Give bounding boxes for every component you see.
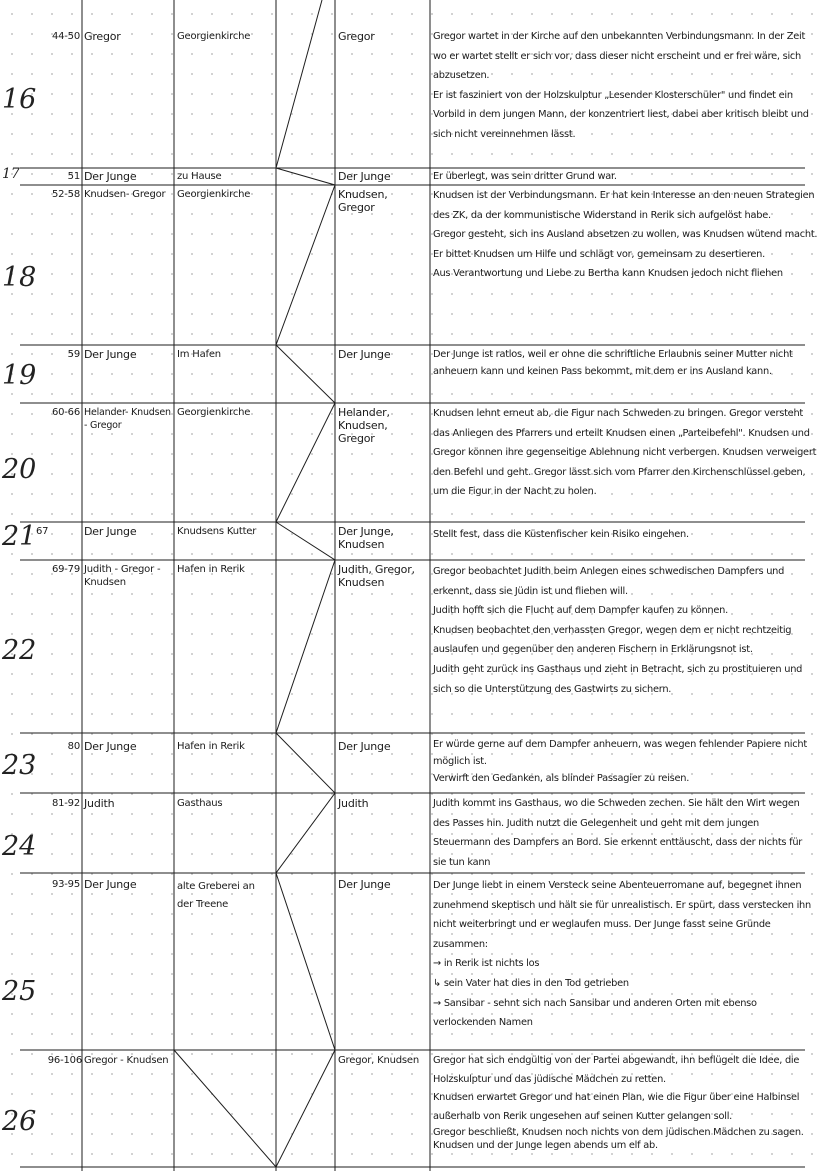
summary-paragraph: Verwirft den Gedanken, als blinder Passagier zu reisen. bbox=[433, 773, 690, 784]
row-number: 20 bbox=[2, 454, 37, 485]
summary-paragraph: Knudsen ist der Verbindungsmann. Er hat kein Interesse an den neuen Strategien des ZK, da der kommunistische Widerstand in Rerik sich aufgelöst habe. bbox=[433, 190, 815, 221]
location: Im Hafen bbox=[177, 349, 221, 360]
summary bbox=[433, 876, 818, 1033]
page-range: 59 bbox=[67, 349, 80, 360]
row-number: 18 bbox=[2, 262, 37, 293]
location: alte Greberei an der Treene bbox=[177, 881, 255, 910]
summary-paragraph: Er ist fasziniert von der Holzskulptur „Lesender Klosterschüler" und findet ein Vorbild in dem jungen Mann, der konzentriert liest, dabei aber kritisch bleibt und sich nicht vereinnehmen lässt. bbox=[433, 89, 809, 140]
characters-repeat: Der Junge, Knudsen bbox=[338, 525, 394, 551]
row-number: 22 bbox=[2, 635, 37, 666]
summary-paragraph: Gregor gesteht, sich ins Ausland absetzen zu wollen, was Knudsen wütend macht. Er bittet Knudsen um Hilfe und schlägt vor, gemeinsam zu desertieren. bbox=[433, 229, 818, 260]
characters-repeat: Der Junge bbox=[338, 740, 391, 753]
summary-bullet: ↳ sein Vater hat dies in den Tod getrieben bbox=[433, 977, 629, 989]
summary-paragraph: Judith hofft sich die Flucht auf dem Dampfer kaufen zu können. bbox=[433, 605, 728, 617]
summary-bullet: → Sansibar - sehnt sich nach Sansibar und anderen Orten mit ebenso verlockenden Namen bbox=[433, 997, 757, 1029]
summary-bullet: → in Rerik ist nichts los bbox=[433, 958, 540, 970]
page-range: 81-92 bbox=[51, 798, 80, 809]
characters-repeat: Gregor, Knudsen bbox=[338, 1055, 420, 1066]
row-number: 21 bbox=[2, 521, 37, 552]
location: Gasthaus bbox=[177, 798, 223, 809]
row-number: 16 bbox=[2, 84, 37, 115]
summary bbox=[433, 170, 818, 184]
characters: Gregor bbox=[84, 30, 121, 43]
summary-paragraph: Stellt fest, dass die Küstenfischer kein Risiko eingehen. bbox=[433, 529, 689, 540]
summary-paragraph: Gregor beschließt, Knudsen noch nichts von dem jüdischen Mädchen zu sagen. Knudsen und der Junge legen abends um elf ab. bbox=[433, 1127, 804, 1151]
characters-repeat: Judith bbox=[338, 797, 369, 810]
summary-paragraph: Judith kommt ins Gasthaus, wo die Schweden zechen. Sie hält den Wirt wegen des Passes hin. Judith nutzt die Gelegenheit und geht mit dem jungen Steuermann des Dampfers an Bord. Sie erkennt enttäuscht, dass der nichts für sie tun kann bbox=[433, 798, 803, 868]
summary-paragraph: Gregor beobachtet Judith beim Anlegen eines schwedischen Dampfers und erkennt, dass sie Jüdin ist und fliehen will. bbox=[433, 566, 785, 597]
summary bbox=[433, 562, 818, 699]
summary-paragraph: Der Junge liebt in einem Versteck seine Abenteuerromane auf, begegnet ihnen zunehmend skeptisch und hält sie für unrealistisch. Er spürt, dass verstecken ihn nicht weiterbringt und er weglaufen muss. Der Junge fasst seine Gründe zusammen: bbox=[433, 880, 811, 950]
page-range: 67 bbox=[36, 526, 49, 537]
summary bbox=[433, 186, 818, 284]
characters: Der Junge bbox=[84, 348, 137, 361]
page-range: 52-58 bbox=[51, 189, 80, 200]
summary-paragraph: Knudsen beobachtet den verhassten Gregor, wegen dem er nicht rechtzeitig auslaufen und gegenüber den anderen Fischern in Erklärungsnot ist. bbox=[433, 624, 792, 656]
summary bbox=[433, 736, 818, 787]
characters: Knudsen- Gregor bbox=[84, 189, 166, 200]
characters-repeat: Judith, Gregor, Knudsen bbox=[338, 563, 415, 589]
page-range: 93-95 bbox=[51, 879, 80, 890]
page-range: 80 bbox=[67, 741, 80, 752]
characters-repeat: Der Junge bbox=[338, 878, 391, 891]
summary bbox=[433, 404, 818, 502]
location: Hafen in Rerik bbox=[177, 564, 245, 575]
location: Knudsens Kutter bbox=[177, 526, 257, 537]
characters: Judith bbox=[84, 797, 115, 810]
summary-paragraph: Aus Verantwortung und Liebe zu Bertha kann Knudsen jedoch nicht fliehen bbox=[433, 268, 783, 280]
location: zu Hause bbox=[177, 171, 222, 182]
summary bbox=[433, 525, 818, 545]
summary bbox=[433, 27, 818, 145]
characters: Judith - Gregor - Knudsen bbox=[84, 564, 161, 588]
row-number: 26 bbox=[2, 1106, 37, 1137]
row-number: 25 bbox=[2, 976, 37, 1007]
location: Georgienkirche bbox=[177, 407, 251, 418]
summary bbox=[433, 1052, 818, 1152]
characters-repeat: Der Junge bbox=[338, 348, 391, 361]
characters: Der Junge bbox=[84, 170, 137, 183]
summary-paragraph: Er überlegt, was sein dritter Grund war. bbox=[433, 171, 617, 182]
location: Georgienkirche bbox=[177, 31, 251, 42]
characters-repeat: Helander, Knudsen, Gregor bbox=[338, 406, 390, 445]
characters: Gregor - Knudsen bbox=[84, 1055, 169, 1066]
characters: Der Junge bbox=[84, 740, 137, 753]
summary-paragraph: Knudsen erwartet Gregor und hat einen Plan, wie die Figur über eine Halbinsel außerhalb von Rerik ungesehen auf seinen Kutter gelangen soll. bbox=[433, 1092, 800, 1122]
page-range: 96-106 bbox=[47, 1055, 82, 1066]
summary-paragraph: Er würde gerne auf dem Dampfer anheuern, was wegen fehlender Papiere nicht möglich ist. bbox=[433, 739, 807, 767]
characters: Der Junge bbox=[84, 525, 137, 538]
summary-paragraph: Der Junge ist ratlos, weil er ohne die schriftliche Erlaubnis seiner Mutter nicht anheuern kann und keinen Pass bekommt, mit dem er ins Ausland kann. bbox=[433, 349, 793, 377]
summary-paragraph: Knudsen lehnt erneut ab, die Figur nach Schweden zu bringen. Gregor versteht das Anliegen des Pfarrers und erteilt Knudsen einen „Parteibefehl". Knudsen und Gregor können ihre gegenseitige Ablehnung nicht verbergen. Knudsen verweigert den Befehl und geht. Gregor lässt sich vom Pfarrer den Kirchenschlüssel geben, um die Figur in der Nacht zu holen. bbox=[433, 408, 817, 498]
page-range: 51 bbox=[67, 171, 80, 182]
characters-repeat: Knudsen, Gregor bbox=[338, 188, 388, 214]
summary bbox=[433, 346, 818, 380]
summary-paragraph: Judith geht zurück ins Gasthaus und zieht in Betracht, sich zu prostituieren und sich so die Unterstützung des Gastwirts zu sichern. bbox=[433, 663, 803, 695]
page-range: 60-66 bbox=[51, 407, 80, 418]
row-number: 19 bbox=[2, 360, 37, 391]
characters-repeat: Gregor bbox=[338, 30, 375, 43]
summary bbox=[433, 794, 818, 872]
location: Hafen in Rerik bbox=[177, 741, 245, 752]
row-number: 24 bbox=[2, 831, 37, 862]
row-number: 23 bbox=[2, 750, 37, 781]
page-range: 44-50 bbox=[51, 31, 80, 42]
row-number: 17 bbox=[2, 166, 20, 182]
characters: Der Junge bbox=[84, 878, 137, 891]
characters: Helander- Knudsen - Gregor bbox=[84, 407, 171, 431]
summary-paragraph: Gregor wartet in der Kirche auf den unbekannten Verbindungsmann. In der Zeit wo er wartet stellt er sich vor, dass dieser nicht erscheint und er frei wäre, sich abzusetzen. bbox=[433, 31, 806, 82]
characters-repeat: Der Junge bbox=[338, 170, 391, 183]
page-range: 69-79 bbox=[51, 564, 80, 575]
summary-paragraph: Gregor hat sich endgültig von der Partei abgewandt, ihn beflügelt die Idee, die Holzskulptur und das jüdische Mädchen zu retten. bbox=[433, 1055, 800, 1085]
location: Georgienkirche bbox=[177, 189, 251, 200]
